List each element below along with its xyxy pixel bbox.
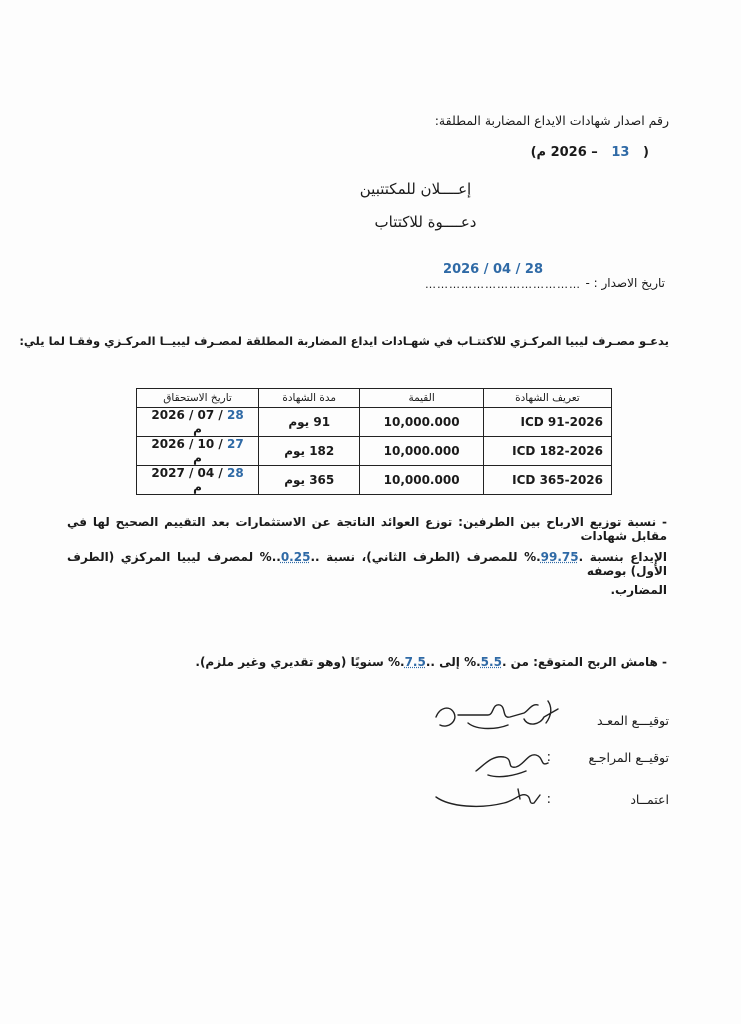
profit-distribution-line1: - نسبة توزيع الارباح بين الطرفين: توزع العوائد الناتجة عن الاستثمارات بعد التقييم الصحيح لها في مقابل شهادات (67, 515, 667, 543)
maturity-day: 28 (227, 466, 244, 480)
ref-year: – 2026 م) (530, 145, 598, 160)
cert-id: ICD 182-2026 (483, 437, 611, 466)
cert-duration: 91 يوم (259, 408, 360, 437)
maturity-month: / 04 / (188, 466, 223, 480)
reviewer-signature-icon (470, 745, 555, 781)
bank-share-percent: 99.75 (540, 550, 579, 564)
table-header-row (137, 389, 612, 408)
reviewer-colon: : (546, 750, 551, 765)
cert-maturity (137, 408, 259, 437)
ref-number: 13 (611, 145, 630, 160)
cert-maturity (137, 437, 259, 466)
expected-margin-line (67, 655, 667, 669)
header-duration: مدة الشهادة (259, 389, 360, 408)
margin-text-a: - هامش الربح المتوقع: من . (501, 655, 667, 669)
approval-signature-icon (430, 785, 545, 817)
invitation-title: دعــــوة للاكتتاب (374, 213, 477, 231)
intro-paragraph: يدعـو مصـرف ليبيا المركـزي للاكتتـاب في شهـادات ايداع المضاربة المطلقة لمصـرف ليبيــا المركـزي وفقـا لما يلي: (19, 334, 669, 348)
issue-date-label: تاريخ الاصدار : - (585, 276, 665, 290)
announcement-title: إعــــلان للمكتتبين (359, 180, 472, 198)
reviewer-label: توقيــع المراجـع (588, 750, 669, 765)
margin-max-percent: 7.5 (404, 655, 426, 669)
reference-number-line (531, 145, 649, 160)
maturity-year: 2027 م (151, 466, 202, 494)
cert-value: 10,000.000 (360, 408, 484, 437)
profit-distribution-line2 (67, 550, 667, 578)
preparer-signature-icon (428, 695, 568, 737)
cert-duration: 365 يوم (259, 466, 360, 495)
profit-distribution-line3: المضارب. (610, 583, 667, 597)
maturity-year: 2026 م (151, 408, 202, 436)
maturity-day: 28 (227, 408, 244, 422)
cert-value: 10,000.000 (360, 466, 484, 495)
approval-label: اعتمــاد (630, 792, 669, 807)
margin-min-percent: 5.5 (480, 655, 502, 669)
table-row (137, 408, 612, 437)
profit-text-e: ..% لمصرف ليبيا المركزي (الطرف الأول) بوصفه (67, 550, 667, 578)
cert-duration: 182 يوم (259, 437, 360, 466)
maturity-year: 2026 م (151, 437, 202, 465)
header-maturity: تاريخ الاستحقاق (137, 389, 259, 408)
maturity-month: / 10 / (188, 437, 223, 451)
approval-colon: : (546, 792, 551, 807)
header-cert-id: تعريف الشهادة (483, 389, 611, 408)
certificates-table (136, 388, 612, 495)
header-value: القيمة (360, 389, 484, 408)
table-row (137, 437, 612, 466)
margin-text-e: .% سنويًا (وهو تقديري وغير ملزم). (195, 655, 405, 669)
profit-text-a: الإيداع بنسبة . (578, 550, 667, 564)
ref-open-paren: ( (643, 145, 649, 160)
maturity-month: / 07 / (188, 408, 223, 422)
cert-maturity (137, 466, 259, 495)
cert-id: ICD 91-2026 (483, 408, 611, 437)
cert-id: ICD 365-2026 (483, 466, 611, 495)
profit-text-c: .% للمصرف (الطرف الثاني)، نسبة .. (310, 550, 541, 564)
maturity-day: 27 (227, 437, 244, 451)
cbl-share-percent: 0.25 (280, 550, 311, 564)
cert-value: 10,000.000 (360, 437, 484, 466)
issue-date: 2026 / 04 / 28 (443, 262, 543, 277)
issue-date-dots: ………………………………… (425, 278, 581, 291)
prepared-by-label: توقيـــع المعـد (596, 713, 669, 728)
reference-label: رقم اصدار شهادات الايداع المضاربة المطلقة: (434, 113, 669, 128)
margin-text-c: .% إلى .. (425, 655, 481, 669)
table-row (137, 466, 612, 495)
